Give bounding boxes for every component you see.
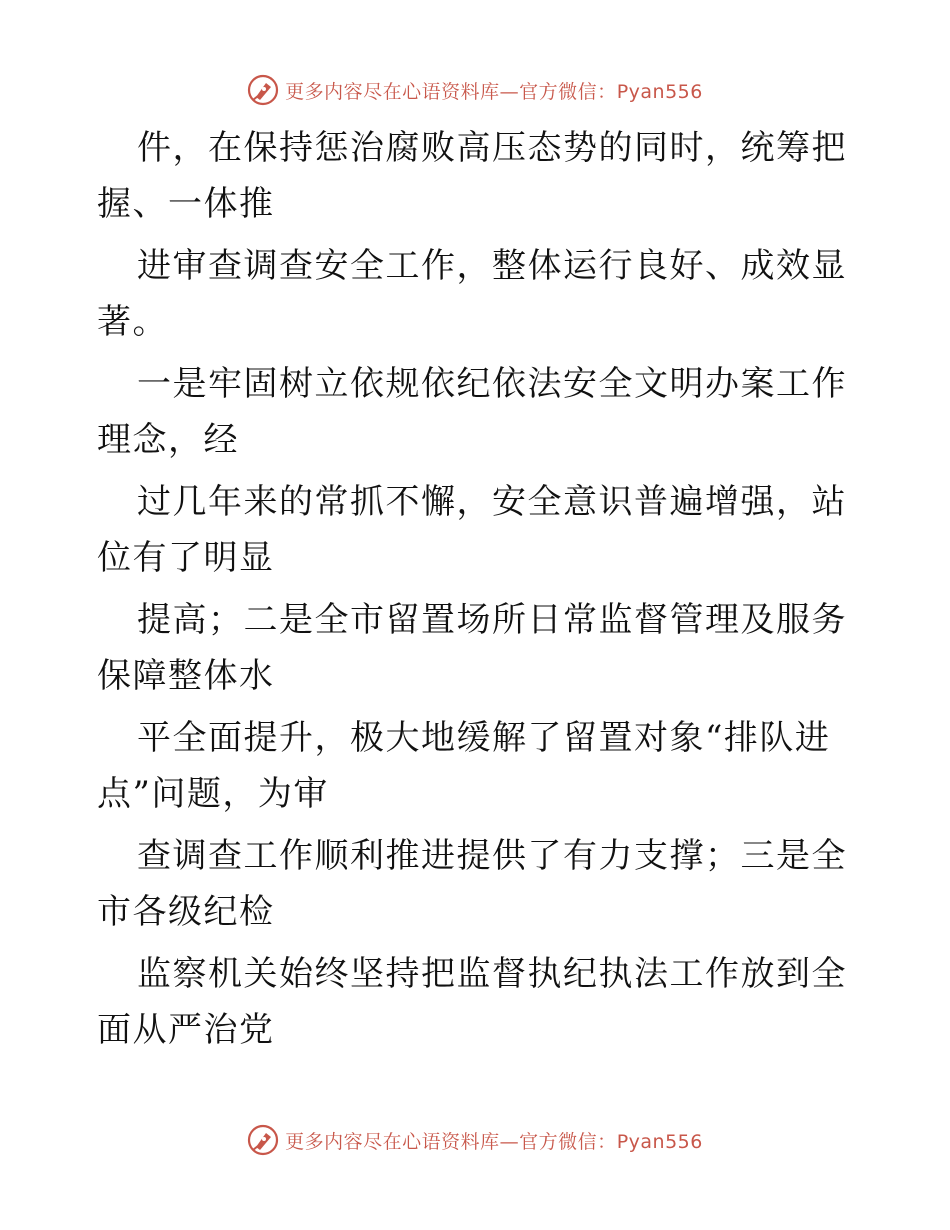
header-banner-text — [285, 77, 703, 104]
header-banner-lead: 更多内容尽在心语资料库 — [285, 80, 500, 103]
body-line-3: 一是牢固树立依规依纪依法安全文明办案工作理念，经 — [97, 364, 847, 460]
pen-nib-logo-icon — [247, 74, 279, 106]
body-line-2: 进审查调查安全工作，整体运行良好、成效显著。 — [97, 246, 847, 342]
footer-banner-wechat-id: Pyan556 — [616, 1130, 703, 1153]
body-paragraph — [97, 946, 857, 1058]
footer-banner-dash: — — [499, 1130, 520, 1153]
footer-banner-lead: 更多内容尽在心语资料库 — [285, 1130, 500, 1153]
body-paragraph — [97, 592, 857, 704]
footer-banner-text — [285, 1127, 703, 1154]
body-paragraph — [97, 238, 857, 350]
footer-banner-wechat-label: 官方微信： — [519, 1130, 617, 1153]
body-paragraph — [97, 710, 857, 822]
header-banner-dash: — — [499, 80, 520, 103]
body-paragraph — [97, 474, 857, 586]
header-banner — [0, 70, 950, 110]
body-paragraph — [97, 828, 857, 940]
body-line-6: 平全面提升，极大地缓解了留置对象“排队进点”问题，为审 — [97, 718, 831, 814]
body-line-1: 件，在保持惩治腐败高压态势的同时，统筹把握、一体推 — [97, 128, 847, 224]
body-paragraph — [97, 120, 857, 232]
footer-banner — [0, 1120, 950, 1160]
header-banner-wechat-id: Pyan556 — [616, 80, 703, 103]
body-line-8: 监察机关始终坚持把监督执纪执法工作放到全面从严治党 — [97, 954, 847, 1050]
body-line-5: 提高；二是全市留置场所日常监督管理及服务保障整体水 — [97, 600, 847, 696]
document-body — [97, 120, 857, 1064]
pen-nib-logo-icon — [247, 1124, 279, 1156]
header-banner-wechat-label: 官方微信： — [519, 80, 617, 103]
body-paragraph — [97, 356, 857, 468]
body-line-7: 查调查工作顺利推进提供了有力支撑；三是全市各级纪检 — [97, 836, 847, 932]
body-line-4: 过几年来的常抓不懈，安全意识普遍增强，站位有了明显 — [97, 482, 847, 578]
